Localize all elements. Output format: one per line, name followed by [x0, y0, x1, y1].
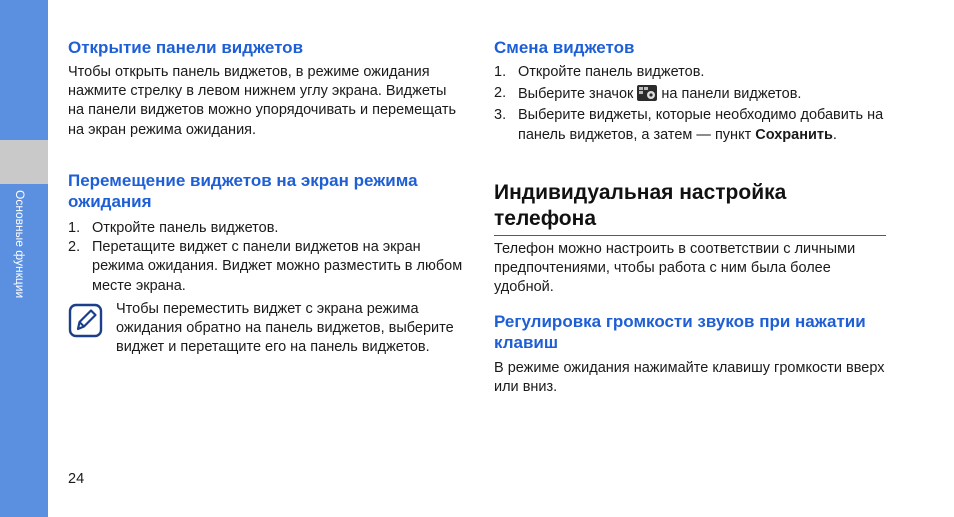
step-number: 1. [494, 64, 507, 80]
side-tab-band [0, 140, 48, 184]
main-heading: Индивидуальная настройка телефона [494, 180, 886, 236]
section-label: Основные функции [13, 190, 27, 299]
steps-change-widgets [494, 63, 886, 145]
step-text: Перетащите виджет с панели виджетов на экран режима ожидания. Виджет можно разместить в любом месте экрана. [92, 239, 463, 294]
note-text: Чтобы переместить виджет с экрана режима ожидания обратно на панель виджетов, выберите виджет и перетащите его на панель виджетов. [116, 301, 454, 356]
note-block [68, 300, 468, 358]
list-item [494, 84, 886, 104]
step-text: Откройте панель виджетов. [518, 64, 705, 80]
step-text: Выберите виджеты, которые необходимо добавить на панель виджетов, а затем — пункт [518, 107, 884, 143]
step-number: 2. [68, 239, 81, 256]
list-item [494, 63, 886, 82]
paragraph-key-volume: В режиме ожидания нажимайте клавишу громкости вверх или вниз. [494, 360, 885, 396]
step-number: 3. [494, 107, 507, 124]
side-tab [0, 0, 48, 517]
widget-settings-icon [636, 84, 658, 102]
paragraph-intro: Телефон можно настроить в соответствии с личными предпочтениями, чтобы работа с ним была более удобной. [494, 241, 856, 296]
list-item [68, 219, 468, 238]
heading-key-volume: Регулировка громкости звуков при нажатии клавиш [494, 312, 866, 352]
step-text: Откройте панель виджетов. [92, 220, 279, 236]
page-number: 24 [68, 471, 85, 487]
step-number: 1. [68, 220, 81, 236]
step-number: 2. [494, 85, 507, 102]
note-pencil-icon [68, 303, 104, 339]
list-item [68, 238, 468, 296]
heading-change-widgets: Смена виджетов [494, 38, 635, 57]
heading-open-widget-panel: Открытие панели виджетов [68, 38, 304, 57]
steps-move-widgets [68, 219, 468, 296]
list-item [494, 106, 886, 144]
paragraph-open-widget-panel: Чтобы открыть панель виджетов, в режиме ожидания нажмите стрелку в левом нижнем углу экрана. Виджеты на панели виджетов можно упорядочивать и перемещать на экран режима ожидания. [68, 64, 457, 138]
step-text-end: . [832, 126, 837, 143]
heading-move-widgets: Перемещение виджетов на экран режима ожидания [68, 171, 418, 211]
step-text: на панели виджетов. [661, 86, 802, 103]
step-text: Выберите значок [518, 86, 634, 103]
save-item-label: Сохранить [755, 126, 833, 143]
